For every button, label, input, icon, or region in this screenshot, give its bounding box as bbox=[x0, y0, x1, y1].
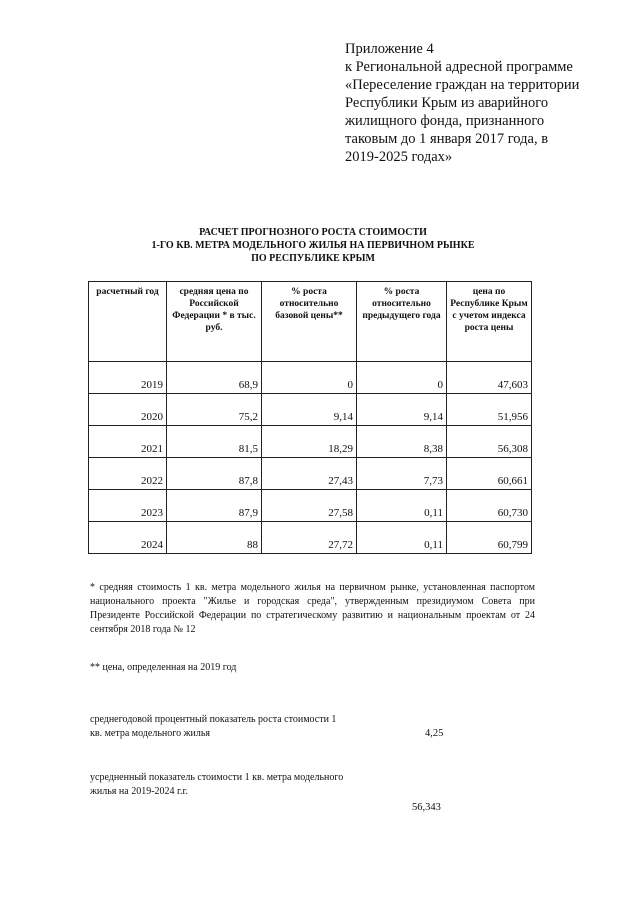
title-line: 1-ГО КВ. МЕТРА МОДЕЛЬНОГО ЖИЛЬЯ НА ПЕРВИЧНОМ РЫНКЕ bbox=[151, 240, 475, 251]
cell-yoy-growth: 8,38 bbox=[357, 426, 447, 458]
cell-base-growth: 18,29 bbox=[262, 426, 357, 458]
table-header-row bbox=[89, 282, 532, 362]
title-line: ПО РЕСПУБЛИКЕ КРЫМ bbox=[251, 253, 375, 264]
avg-growth-label: среднегодовой процентный показатель роста стоимости 1 кв. метра модельного жилья bbox=[90, 714, 337, 739]
avg-cost-value: 56,343 bbox=[412, 802, 441, 813]
cell-crimea-price: 60,799 bbox=[447, 522, 532, 554]
cell-rf-price: 75,2 bbox=[167, 394, 262, 426]
column-header-yoy-growth: % роста относительно предыдущего года bbox=[357, 282, 447, 362]
cell-rf-price: 68,9 bbox=[167, 362, 262, 394]
cell-crimea-price: 60,730 bbox=[447, 490, 532, 522]
avg-cost-label: усредненный показатель стоимости 1 кв. метра модельного жилья на 2019-2024 г.г. bbox=[90, 772, 344, 797]
appendix-line: 2019-2025 годах» bbox=[345, 149, 453, 165]
avg-growth-value: 4,25 bbox=[425, 728, 444, 739]
cell-year: 2024 bbox=[89, 522, 167, 554]
appendix-line: таковым до 1 января 2017 года, в bbox=[345, 131, 549, 147]
footnote-base-price: ** цена, определенная на 2019 год bbox=[90, 662, 237, 673]
column-header-crimea-price: цена по Республике Крым с учетом индекса роста цены bbox=[447, 282, 532, 362]
cell-yoy-growth: 0,11 bbox=[357, 522, 447, 554]
cell-year: 2020 bbox=[89, 394, 167, 426]
column-header-year: расчетный год bbox=[89, 282, 167, 362]
cell-rf-price: 81,5 bbox=[167, 426, 262, 458]
cell-yoy-growth: 0,11 bbox=[357, 490, 447, 522]
table-row bbox=[89, 362, 532, 394]
cell-crimea-price: 47,603 bbox=[447, 362, 532, 394]
cell-rf-price: 87,8 bbox=[167, 458, 262, 490]
appendix-line: «Переселение граждан на территории bbox=[345, 77, 580, 93]
appendix-header bbox=[345, 40, 620, 166]
cell-yoy-growth: 0 bbox=[357, 362, 447, 394]
cell-rf-price: 87,9 bbox=[167, 490, 262, 522]
column-header-base-growth: % роста относительно базовой цены** bbox=[262, 282, 357, 362]
cell-yoy-growth: 9,14 bbox=[357, 394, 447, 426]
appendix-line: жилищного фонда, признанного bbox=[345, 113, 545, 129]
cell-year: 2019 bbox=[89, 362, 167, 394]
document-title bbox=[88, 226, 538, 265]
price-growth-table bbox=[88, 281, 532, 554]
cell-year: 2023 bbox=[89, 490, 167, 522]
cell-crimea-price: 56,308 bbox=[447, 426, 532, 458]
cell-base-growth: 0 bbox=[262, 362, 357, 394]
cell-rf-price: 88 bbox=[167, 522, 262, 554]
column-header-rf-price: средняя цена по Российской Федерации * в тыс. руб. bbox=[167, 282, 262, 362]
footnote-rf-price: * средняя стоимость 1 кв. метра модельного жилья на первичном рынке, установленная паспортом национального проекта "Жилье и городская среда", утвержденным президиумом Совета при Президенте Российской Федерации по стратегическому развитию и национальным проектам от 24 сентября 2018 года № 12 bbox=[90, 582, 535, 635]
table-row bbox=[89, 490, 532, 522]
title-line: РАСЧЕТ ПРОГНОЗНОГО РОСТА СТОИМОСТИ bbox=[199, 227, 427, 238]
appendix-line: к Региональной адресной программе bbox=[345, 59, 573, 75]
cell-base-growth: 9,14 bbox=[262, 394, 357, 426]
cell-year: 2022 bbox=[89, 458, 167, 490]
appendix-line: Республики Крым из аварийного bbox=[345, 95, 549, 111]
cell-year: 2021 bbox=[89, 426, 167, 458]
cell-crimea-price: 51,956 bbox=[447, 394, 532, 426]
table-row bbox=[89, 426, 532, 458]
table-row bbox=[89, 394, 532, 426]
cell-base-growth: 27,43 bbox=[262, 458, 357, 490]
cell-base-growth: 27,72 bbox=[262, 522, 357, 554]
cell-base-growth: 27,58 bbox=[262, 490, 357, 522]
table-row bbox=[89, 522, 532, 554]
cell-crimea-price: 60,661 bbox=[447, 458, 532, 490]
appendix-line: Приложение 4 bbox=[345, 41, 434, 57]
cell-yoy-growth: 7,73 bbox=[357, 458, 447, 490]
table-row bbox=[89, 458, 532, 490]
